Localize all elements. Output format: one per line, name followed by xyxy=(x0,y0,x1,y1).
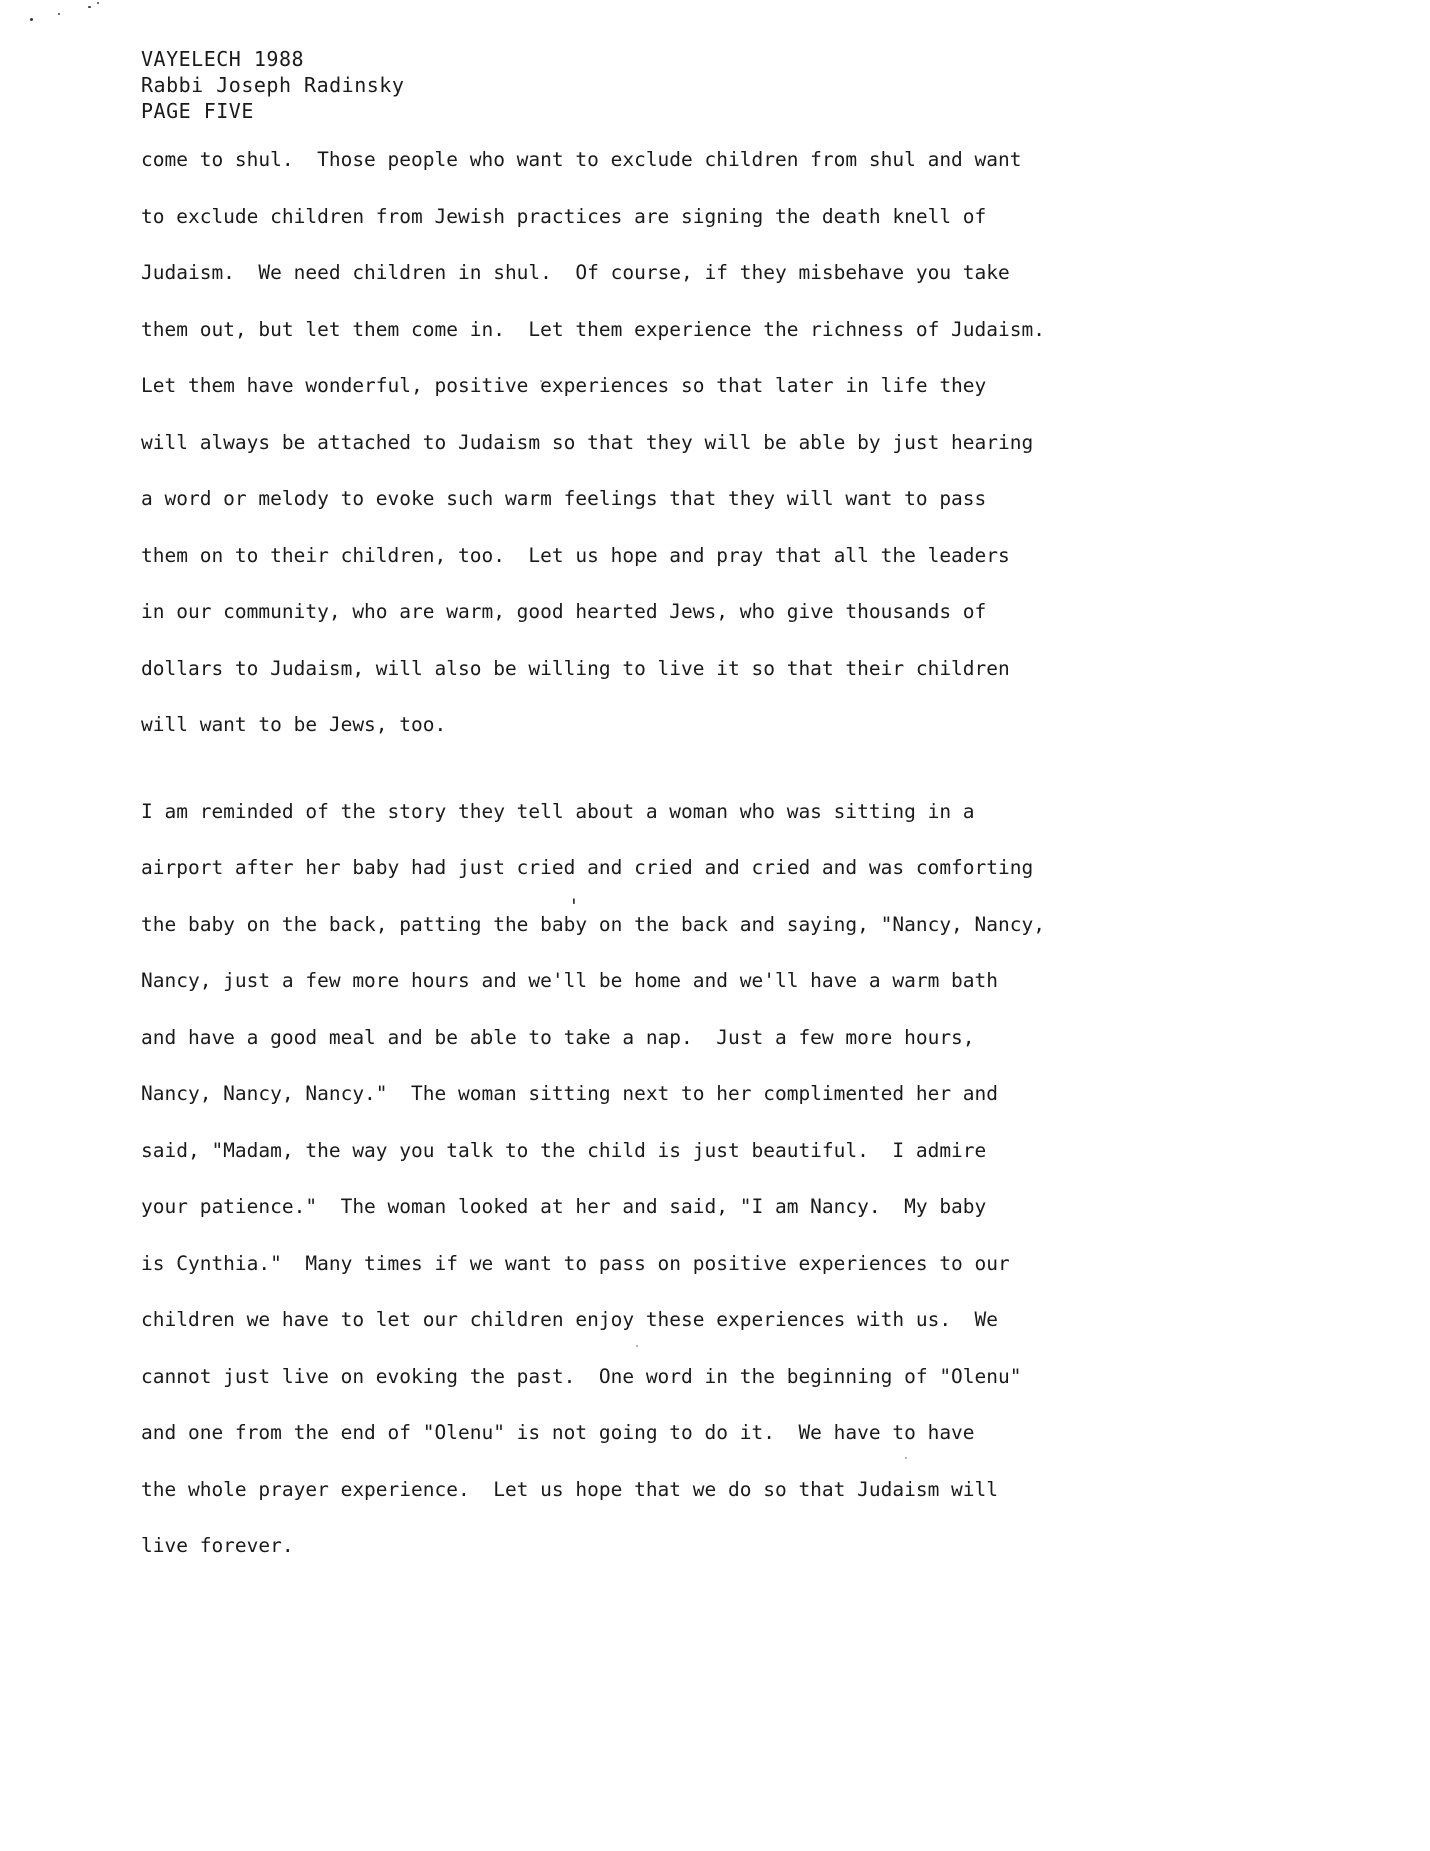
text-line: in our community, who are warm, good hearted Jews, who give thousands of xyxy=(141,600,987,623)
page-number-label: PAGE FIVE xyxy=(141,99,254,123)
text-line: is Cynthia." Many times if we want to pass on positive experiences to our xyxy=(141,1251,1010,1275)
paragraph xyxy=(141,784,1045,1575)
text-line: Judaism. We need children in shul. Of course, if they misbehave you take xyxy=(141,261,1010,284)
document-title: VAYELECH 1988 xyxy=(141,47,305,71)
paragraph xyxy=(141,132,1045,754)
text-line: them on to their children, too. Let us hope and pray that all the leaders xyxy=(141,543,1010,567)
text-line: the baby on the back, patting the baby on the back and saying, "Nancy, Nancy, xyxy=(141,912,1045,936)
text-line: Let them have wonderful, positive experiences so that later in life they xyxy=(141,374,987,397)
text-line: and have a good meal and be able to take a nap. Just a few more hours, xyxy=(141,1025,975,1049)
text-line: said, "Madam, the way you talk to the child is just beautiful. I admire xyxy=(141,1138,987,1162)
text-line: dollars to Judaism, will also be willing to live it so that their children xyxy=(141,656,1010,680)
text-line: and one from the end of "Olenu" is not going to do it. We have to have xyxy=(141,1421,975,1444)
document-author: Rabbi Joseph Radinsky xyxy=(141,73,405,97)
text-line: them out, but let them come in. Let them experience the richness of Judaism. xyxy=(141,317,1045,341)
scan-speck xyxy=(30,18,33,21)
document-body xyxy=(141,132,1045,1575)
document-header xyxy=(141,46,404,124)
text-line: a word or melody to evoke such warm feelings that they will want to pass xyxy=(141,487,987,510)
text-line: Nancy, just a few more hours and we'll be home and we'll have a warm bath xyxy=(141,969,999,992)
text-line: will want to be Jews, too. xyxy=(141,713,447,736)
text-line: Nancy, Nancy, Nancy." The woman sitting next to her complimented her and xyxy=(141,1082,999,1105)
scan-speck xyxy=(97,2,99,4)
text-line: come to shul. Those people who want to exclude children from shul and want xyxy=(141,148,1022,171)
text-line: your patience." The woman looked at her and said, "I am Nancy. My baby xyxy=(141,1195,987,1218)
text-line: I am reminded of the story they tell about a woman who was sitting in a xyxy=(141,799,975,823)
typewriter-stray-mark: ' xyxy=(568,895,580,918)
text-line: children we have to let our children enjoy these experiences with us. We xyxy=(141,1308,999,1331)
text-line: the whole prayer experience. Let us hope that we do so that Judaism will xyxy=(141,1477,999,1501)
scan-speck xyxy=(88,6,91,8)
text-line: to exclude children from Jewish practices are signing the death knell of xyxy=(141,204,987,228)
text-line: cannot just live on evoking the past. One word in the beginning of "Olenu" xyxy=(141,1364,1022,1388)
scan-speck xyxy=(58,13,60,15)
text-line: will always be attached to Judaism so that they will be able by just hearing xyxy=(141,430,1034,454)
text-line: airport after her baby had just cried and cried and cried and was comforting xyxy=(141,856,1034,879)
text-line: live forever. xyxy=(141,1534,294,1557)
